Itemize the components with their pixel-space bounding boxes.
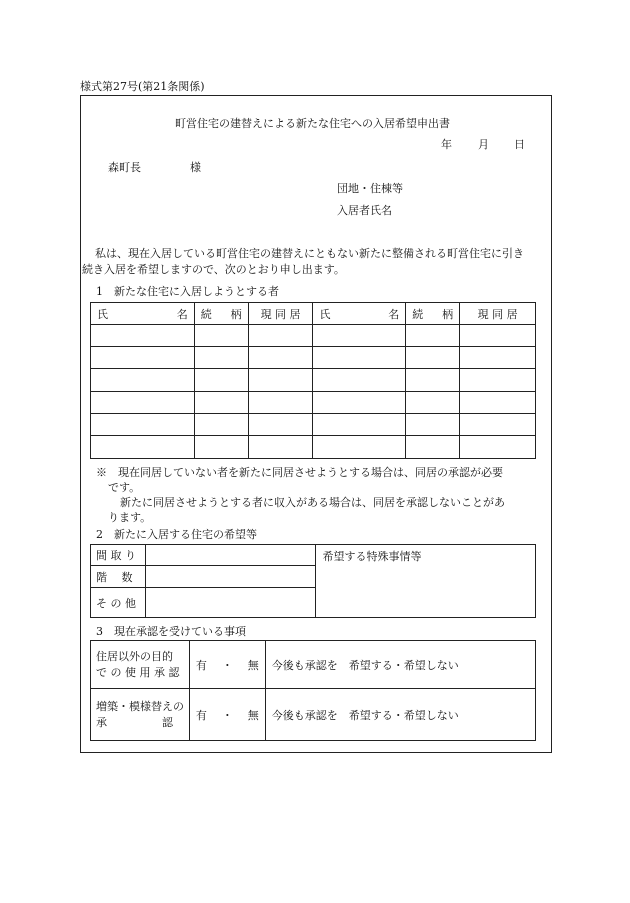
- name-cell[interactable]: [91, 369, 195, 391]
- note-1-line-2: です。: [108, 481, 141, 494]
- cohabit-cell[interactable]: [248, 413, 313, 435]
- name-cell[interactable]: [313, 369, 406, 391]
- note-2-line-1: 新たに同居させようとする者に収入がある場合は、同居を承認しないことがあ: [120, 496, 505, 509]
- header-name-2: 氏 名: [313, 303, 406, 325]
- table-row: [91, 435, 536, 458]
- name-cell[interactable]: [91, 413, 195, 435]
- other-label: そ の 他: [91, 588, 146, 618]
- name-cell[interactable]: [313, 413, 406, 435]
- form-number-label: 様式第27号(第21条関係): [80, 80, 205, 93]
- name-cell[interactable]: [313, 435, 406, 458]
- section2-heading: 2 新たに入居する住宅の希望等: [96, 528, 257, 541]
- name-cell[interactable]: [91, 435, 195, 458]
- floorplan-label: 間 取 り: [91, 545, 146, 566]
- non-residential-use-label: 住居以外の目的 で の 使 用 承 認: [91, 641, 190, 689]
- date-day-label: 日: [514, 138, 525, 151]
- name-cell[interactable]: [313, 347, 406, 369]
- housing-preference-table: [90, 544, 536, 618]
- header-relation: 続 柄: [194, 303, 248, 325]
- form-title: 町営住宅の建替えによる新たな住宅への入居希望申出書: [175, 117, 450, 130]
- relation-cell[interactable]: [406, 435, 460, 458]
- special-circumstances-field[interactable]: [316, 545, 536, 618]
- addressee-honorific: 様: [190, 161, 201, 174]
- name-cell[interactable]: [313, 325, 406, 347]
- note-2-line-2: ります。: [108, 511, 152, 524]
- occupants-table: [90, 302, 536, 459]
- header-cohabit-2: 現 同 居: [460, 303, 536, 325]
- relation-cell[interactable]: [194, 413, 248, 435]
- relation-cell[interactable]: [406, 369, 460, 391]
- cohabit-cell[interactable]: [248, 347, 313, 369]
- cohabit-cell[interactable]: [460, 435, 536, 458]
- section1-heading: 1 新たな住宅に入居しようとする者: [96, 285, 279, 298]
- table-row: [91, 325, 536, 347]
- floorplan-field[interactable]: [145, 545, 316, 566]
- floor-label: 階 数: [91, 566, 146, 588]
- cohabit-cell[interactable]: [460, 391, 536, 413]
- relation-cell[interactable]: [194, 435, 248, 458]
- cohabit-cell[interactable]: [248, 435, 313, 458]
- cohabit-cell[interactable]: [460, 369, 536, 391]
- applicant-name-label: 入居者氏名: [337, 204, 392, 217]
- date-month-label: 月: [478, 138, 489, 151]
- name-cell[interactable]: [91, 391, 195, 413]
- cohabit-cell[interactable]: [248, 325, 313, 347]
- table-row: [91, 347, 536, 369]
- future-approval-choice[interactable]: 今後も承認を 希望する・希望しない: [265, 689, 535, 741]
- other-field[interactable]: [145, 588, 316, 618]
- header-relation-2: 続 柄: [406, 303, 460, 325]
- addressee-name: 森町長: [108, 161, 141, 174]
- note-1-line-1: ※ 現在同居していない者を新たに同居させようとする場合は、同居の承認が必要: [96, 466, 503, 479]
- special-circumstances-label: 希望する特殊事情等: [322, 550, 422, 563]
- relation-cell[interactable]: [194, 369, 248, 391]
- relation-cell[interactable]: [194, 347, 248, 369]
- cohabit-cell[interactable]: [460, 325, 536, 347]
- relation-cell[interactable]: [406, 347, 460, 369]
- intro-line-1: 私は、現在入居している町営住宅の建替えにともない新たに整備される町営住宅に引き: [95, 247, 524, 260]
- name-cell[interactable]: [91, 325, 195, 347]
- table-row: [91, 369, 536, 391]
- name-cell[interactable]: [91, 347, 195, 369]
- yes-no-choice[interactable]: 有 ・ 無: [189, 641, 265, 689]
- current-approvals-table: [90, 640, 536, 741]
- floor-field[interactable]: [145, 566, 316, 588]
- intro-line-2: 続き入居を希望しますので、次のとおり申し出ます。: [82, 263, 345, 276]
- name-cell[interactable]: [313, 391, 406, 413]
- header-cohabit: 現 同 居: [248, 303, 313, 325]
- cohabit-cell[interactable]: [248, 391, 313, 413]
- future-approval-choice[interactable]: 今後も承認を 希望する・希望しない: [265, 641, 535, 689]
- cohabit-cell[interactable]: [460, 413, 536, 435]
- address-label: 団地・住棟等: [337, 182, 403, 195]
- table-row: [91, 391, 536, 413]
- relation-cell[interactable]: [406, 391, 460, 413]
- relation-cell[interactable]: [406, 325, 460, 347]
- date-year-label: 年: [441, 138, 452, 151]
- section3-heading: 3 現在承認を受けている事項: [96, 625, 246, 638]
- relation-cell[interactable]: [194, 325, 248, 347]
- cohabit-cell[interactable]: [460, 347, 536, 369]
- yes-no-choice[interactable]: 有 ・ 無: [189, 689, 265, 741]
- table-row: [91, 413, 536, 435]
- header-name: 氏 名: [91, 303, 195, 325]
- extension-remodel-label: 増築・模様替えの 承 認: [91, 689, 190, 741]
- cohabit-cell[interactable]: [248, 369, 313, 391]
- relation-cell[interactable]: [194, 391, 248, 413]
- relation-cell[interactable]: [406, 413, 460, 435]
